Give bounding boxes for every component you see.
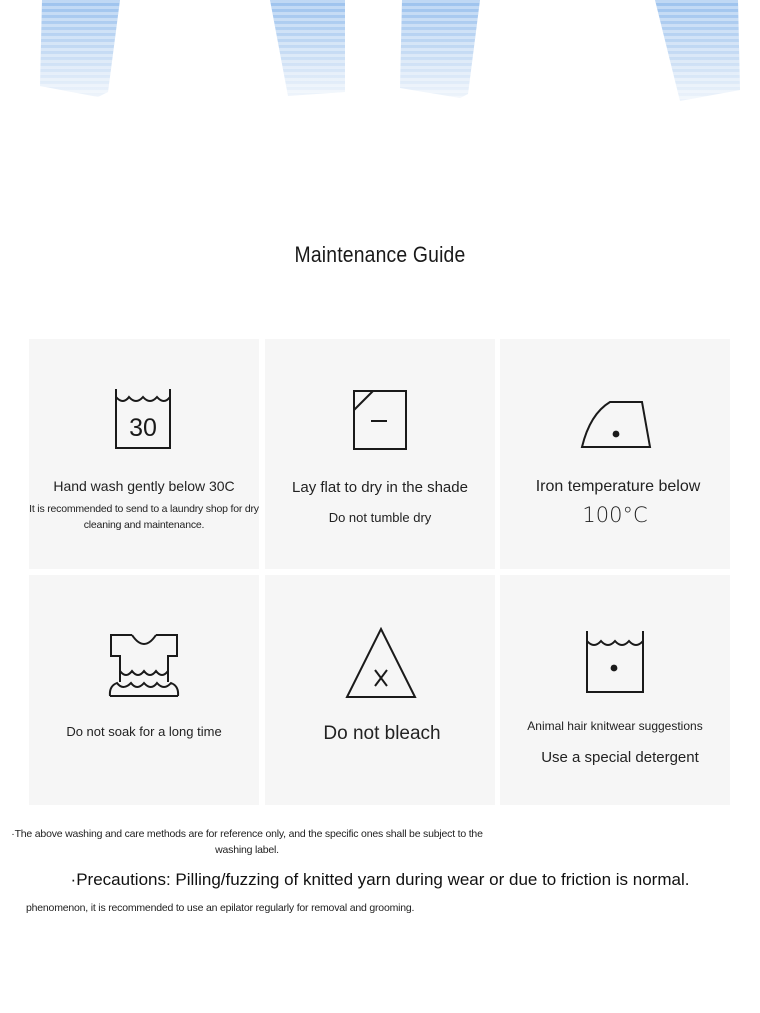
card-label: Do not bleach (323, 723, 441, 744)
card-label: Iron temperature below (535, 478, 701, 495)
card-sub: 100°C (582, 503, 648, 527)
sleeve-right-inner (400, 0, 480, 98)
dry-flat-shade-icon (351, 388, 409, 452)
phenomenon-note: phenomenon, it is recommended to use an epilator regularly for removal and grooming. (26, 902, 415, 914)
care-card-no-bleach (265, 575, 495, 805)
no-bleach-icon (345, 627, 417, 699)
sleeve-left-inner (270, 0, 345, 96)
card-sub: Use a special detergent (541, 749, 699, 766)
wash-temp-label: 30 (129, 414, 157, 442)
care-card-no-soak (29, 575, 259, 805)
page-title: Maintenance Guide (294, 242, 466, 267)
no-soak-shirt-icon (107, 631, 181, 699)
card-sub: Do not tumble dry (328, 510, 432, 525)
precautions-note: ·Precautions: Pilling/fuzzing of knitted yarn during wear or due to friction is normal. (70, 870, 690, 889)
card-label: Animal hair knitwear suggestions (527, 719, 703, 733)
care-card-dry-flat (265, 339, 495, 569)
card-label: Do not soak for a long time (66, 724, 222, 739)
card-sub: It is recommended to send to a laundry shop for dry cleaning and maintenance. (29, 503, 259, 531)
sweater-photo (0, 0, 760, 110)
sleeve-left-outer (40, 0, 120, 97)
sleeve-right-outer (655, 0, 740, 101)
card-label: Hand wash gently below 30C (53, 478, 235, 494)
card-label: Lay flat to dry in the shade (292, 479, 468, 496)
reference-note: ·The above washing and care methods are for reference only, and the specific ones shall be subject to the washing label. (11, 828, 483, 856)
iron-icon (580, 398, 652, 450)
care-card-hand-wash (29, 339, 259, 569)
care-card-iron (500, 339, 730, 569)
wash-tub-icon (584, 629, 646, 695)
care-card-special-detergent (500, 575, 730, 805)
hand-wash-icon (112, 387, 176, 453)
